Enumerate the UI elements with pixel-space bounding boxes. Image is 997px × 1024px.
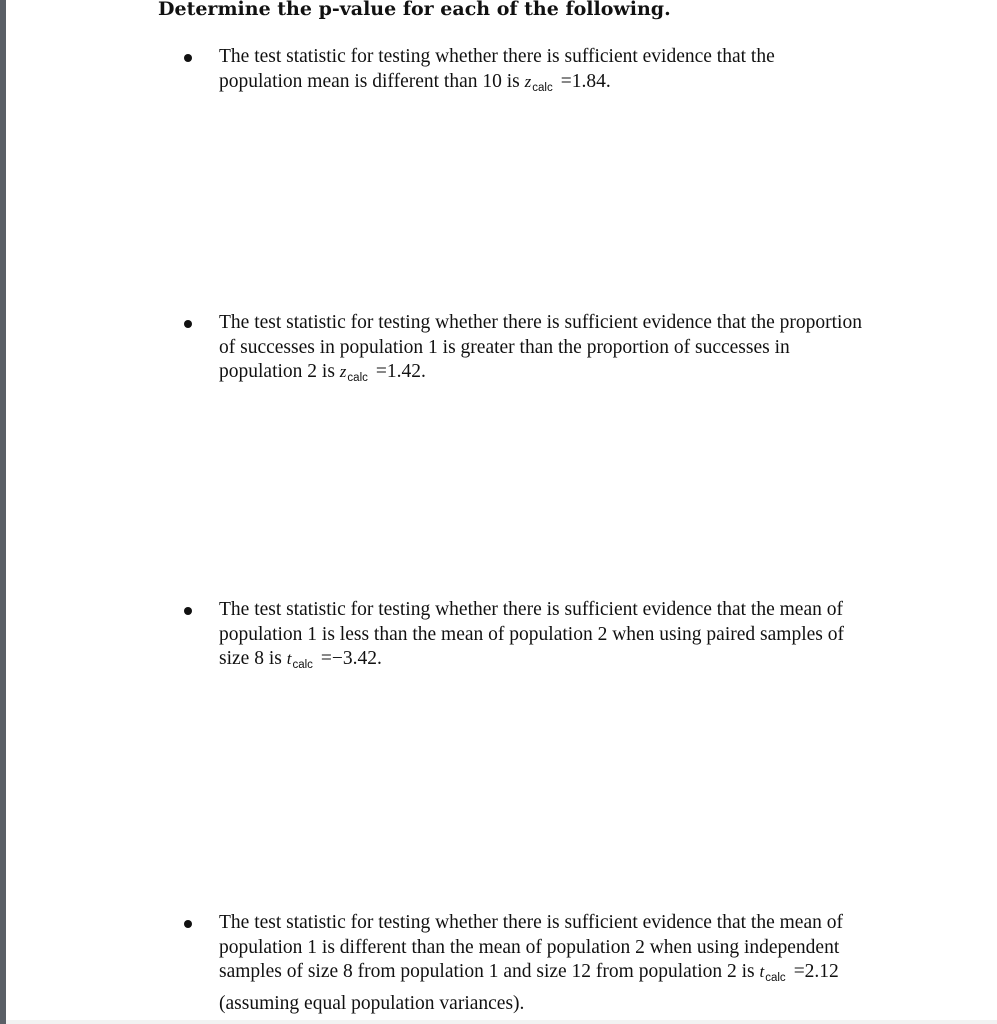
question-line [219, 647, 899, 674]
bullet-icon [184, 320, 192, 328]
question-text: population 2 is [219, 361, 335, 382]
question-line [219, 360, 899, 387]
question-item-4 [219, 911, 899, 1016]
statistic-value: =2.12 [793, 961, 839, 982]
statistic-subscript: calc [347, 372, 368, 384]
question-line [219, 70, 899, 97]
question-text: population mean is different than 10 is [219, 70, 520, 92]
bottom-edge [6, 1020, 997, 1024]
statistic-subscript: calc [292, 659, 313, 671]
sentence-end: . [377, 648, 382, 669]
question-line: The test statistic for testing whether there is sufficient evidence that the mean of [219, 912, 843, 933]
statistic-symbol: t [759, 962, 765, 981]
question-line: of successes in population 1 is greater than the proportion of successes in [219, 336, 790, 358]
bullet-icon [184, 54, 192, 62]
page-title: Determine the p-value for each of the following. [158, 0, 671, 20]
statistic-subscript: calc [532, 81, 553, 94]
question-line: (assuming equal population variances). [219, 992, 525, 1014]
question-line: population 1 is different than the mean of population 2 when using independent [219, 936, 840, 958]
statistic-value: =1.84 [560, 70, 606, 92]
question-text: size 8 is [219, 648, 282, 669]
question-item-3 [219, 598, 899, 674]
window-left-edge [0, 0, 6, 1024]
sentence-end: . [421, 361, 426, 382]
statistic-subscript: calc [765, 972, 786, 984]
statistic-symbol: z [524, 71, 532, 91]
sentence-end: . [605, 70, 611, 92]
question-item-1 [219, 45, 899, 96]
question-line: The test statistic for testing whether there is sufficient evidence that the mean of [219, 599, 843, 620]
question-line: population 1 is less than the mean of population 2 when using paired samples of [219, 623, 844, 645]
question-line: The test statistic for testing whether there is sufficient evidence that the proportion [219, 312, 862, 333]
question-item-2 [219, 311, 899, 387]
statistic-symbol: t [286, 649, 292, 668]
statistic-value: =1.42 [375, 361, 421, 382]
bullet-icon [184, 607, 192, 615]
question-line [219, 960, 899, 987]
bullet-icon [184, 920, 192, 928]
question-text: samples of size 8 from population 1 and size 12 from population 2 is [219, 961, 755, 982]
statistic-symbol: z [339, 362, 347, 381]
question-line: The test statistic for testing whether there is sufficient evidence that the [219, 46, 775, 67]
statistic-value: =−3.42 [320, 648, 378, 669]
